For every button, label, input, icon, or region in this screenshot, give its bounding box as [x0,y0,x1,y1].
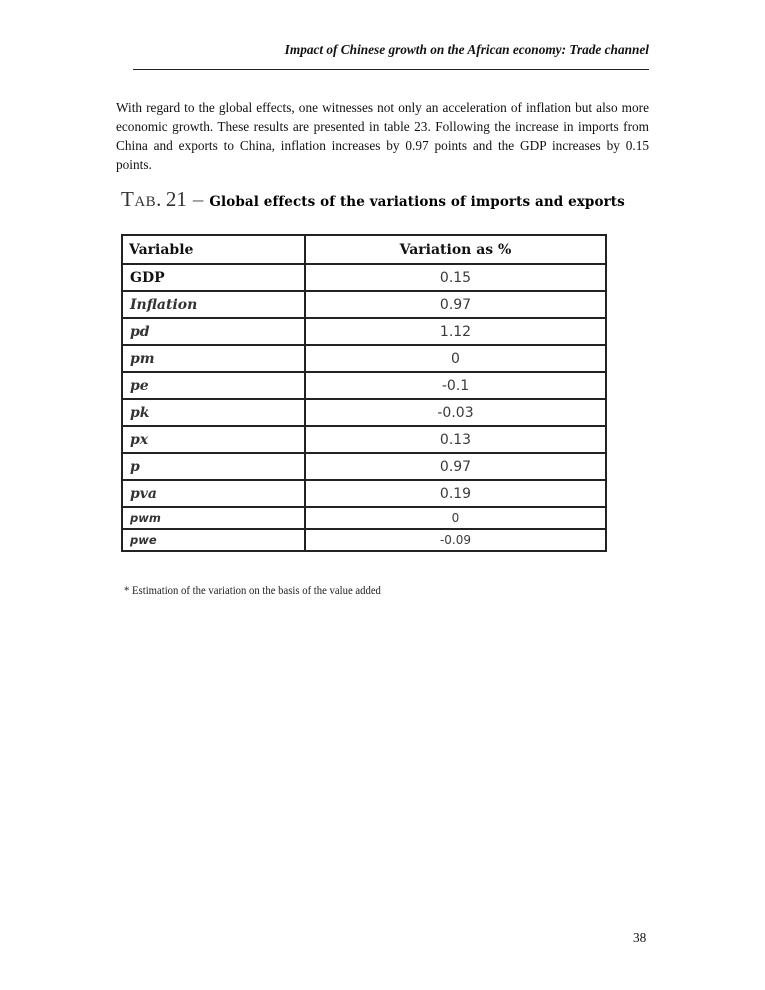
row-value-pva: 0.19 [305,480,606,507]
page-number: 38 [633,930,647,945]
row-value-pd: 1.12 [305,318,606,345]
row-value-pk: -0.03 [305,399,606,426]
column-header-variation: Variation as % [305,235,606,264]
table-row [122,480,606,507]
row-variable-pwm: pwm [122,507,305,529]
row-variable-pe: pe [122,372,305,399]
table-row [122,426,606,453]
table-caption [121,187,625,214]
row-value-gdp: 0.15 [305,264,606,291]
row-variable-pk: pk [122,399,305,426]
running-header-title: Impact of Chinese growth on the African economy: Trade channel [284,42,649,57]
table-caption-number: 21 [165,187,187,211]
row-value-pe: -0.1 [305,372,606,399]
table-row [122,507,606,529]
table-row [122,345,606,372]
row-variable-pd: pd [122,318,305,345]
row-variable-pm: pm [122,345,305,372]
table-row [122,264,606,291]
row-value-pwm: 0 [305,507,606,529]
table-caption-prefix: Tab. [121,187,162,211]
table-caption-dash: – [192,187,204,211]
row-variable-gdp: GDP [122,264,305,291]
row-variable-pwe: pwe [122,529,305,551]
row-value-pm: 0 [305,345,606,372]
table-footnote: * Estimation of the variation on the basis of the value added [124,585,381,597]
header-rule [133,69,649,70]
row-value-p: 0.97 [305,453,606,480]
table-row [122,529,606,551]
table-row [122,318,606,345]
column-header-variable: Variable [122,235,305,264]
row-variable-inflation: Inflation [122,291,305,318]
row-variable-px: px [122,426,305,453]
row-value-px: 0.13 [305,426,606,453]
table-row [122,291,606,318]
row-variable-pva: pva [122,480,305,507]
table-caption-title: Global effects of the variations of imports and exports [209,194,625,210]
row-value-pwe: -0.09 [305,529,606,551]
table-row [122,372,606,399]
table-row [122,399,606,426]
table-header-row [122,235,606,264]
variation-table [121,234,607,552]
body-paragraph: With regard to the global effects, one witnesses not only an acceleration of inflation but also more economic growth. These results are presented in table 23. Following the increase in imports from China and exports to China, inflation increases by 0.97 points and the GDP increases by 0.15 points. [116,100,649,172]
table-row [122,453,606,480]
row-variable-p: p [122,453,305,480]
row-value-inflation: 0.97 [305,291,606,318]
